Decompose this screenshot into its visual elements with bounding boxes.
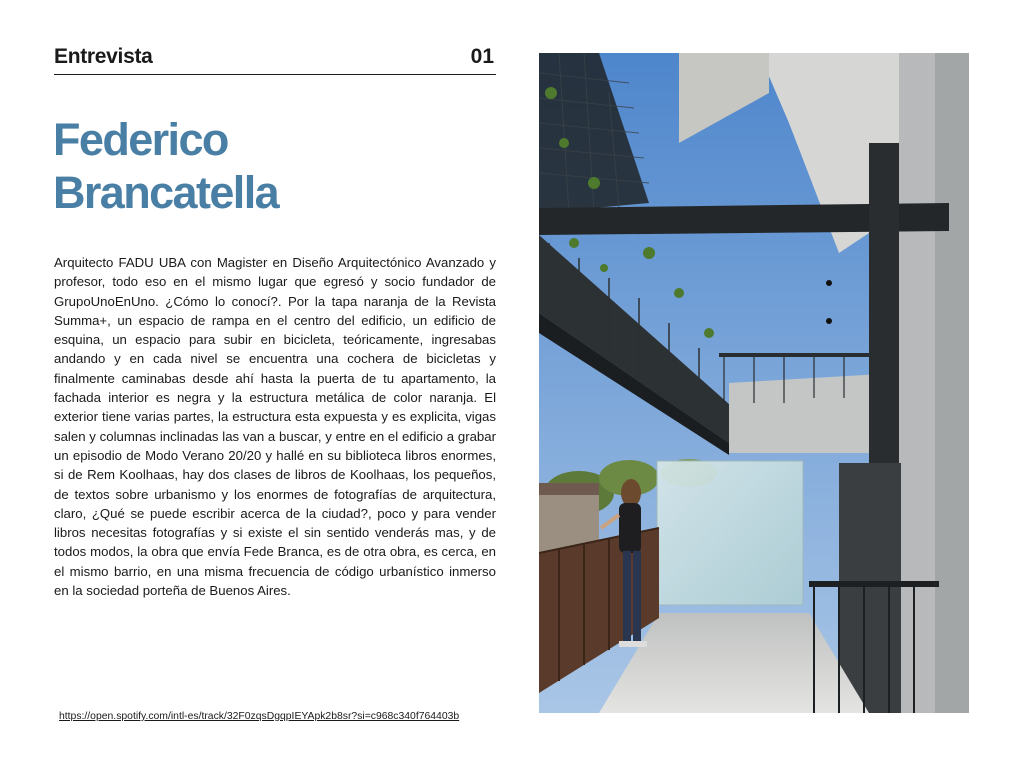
spotify-link[interactable]: https://open.spotify.com/intl-es/track/32F0zqsDgqpIEYApk2b8sr?si=c968c340f764403b [59, 711, 460, 722]
body-paragraph: Arquitecto FADU UBA con Magister en Diseño Arquitectónico Avanzado y profesor, todo eso en el mismo lugar que egresó y socio fundador de GrupoUnoEnUno. ¿Cómo lo conocí?. Por la tapa naranja de la Revista Summa+, un espacio de rampa en el centro del edificio, un edificio de esquina, un espacio para subir en bicicleta, teóricamente, ingresabas andando y en cada nivel se encuentra una cochera de bicicletas y finalmente caminabas desde ahí hasta la puerta de tu apartamento, la fachada interior es negra y la estructura metálica de color naranja. El exterior tiene varias partes, la estructura esta expuesta y es explicita, vigas salen y columnas inclinadas las van a buscar, y entre en el edificio a grabar un episodio de Modo Verano 20/20 y hallé en su biblioteca libros enormes, si de Rem Koolhaas, hay dos clases de libros de Koolhaas, los pequeños, de textos sobre urbanismo y los enormes de fotografías de arquitectura, claro, ¿Qué se puede escribir acerca de la ciudad?, poco y para vender libros necesitas fotografías y si existe el sin sentido venderás mas, y de todos modos, la obra que envía Fede Branca, es de otra obra, es cerca, en el mismo barrio, en una misma frecuencia de código urbanístico inmerso en la sociedad porteña de Buenos Aires. [54, 255, 496, 599]
page-title [53, 113, 493, 219]
title-line-last-name: Brancatella [53, 167, 279, 218]
page-number: 01 [470, 45, 494, 68]
page-header [54, 44, 496, 75]
architecture-photo [539, 53, 969, 713]
title-line-first-name: Federico [53, 114, 228, 165]
section-label: Entrevista [54, 45, 153, 68]
